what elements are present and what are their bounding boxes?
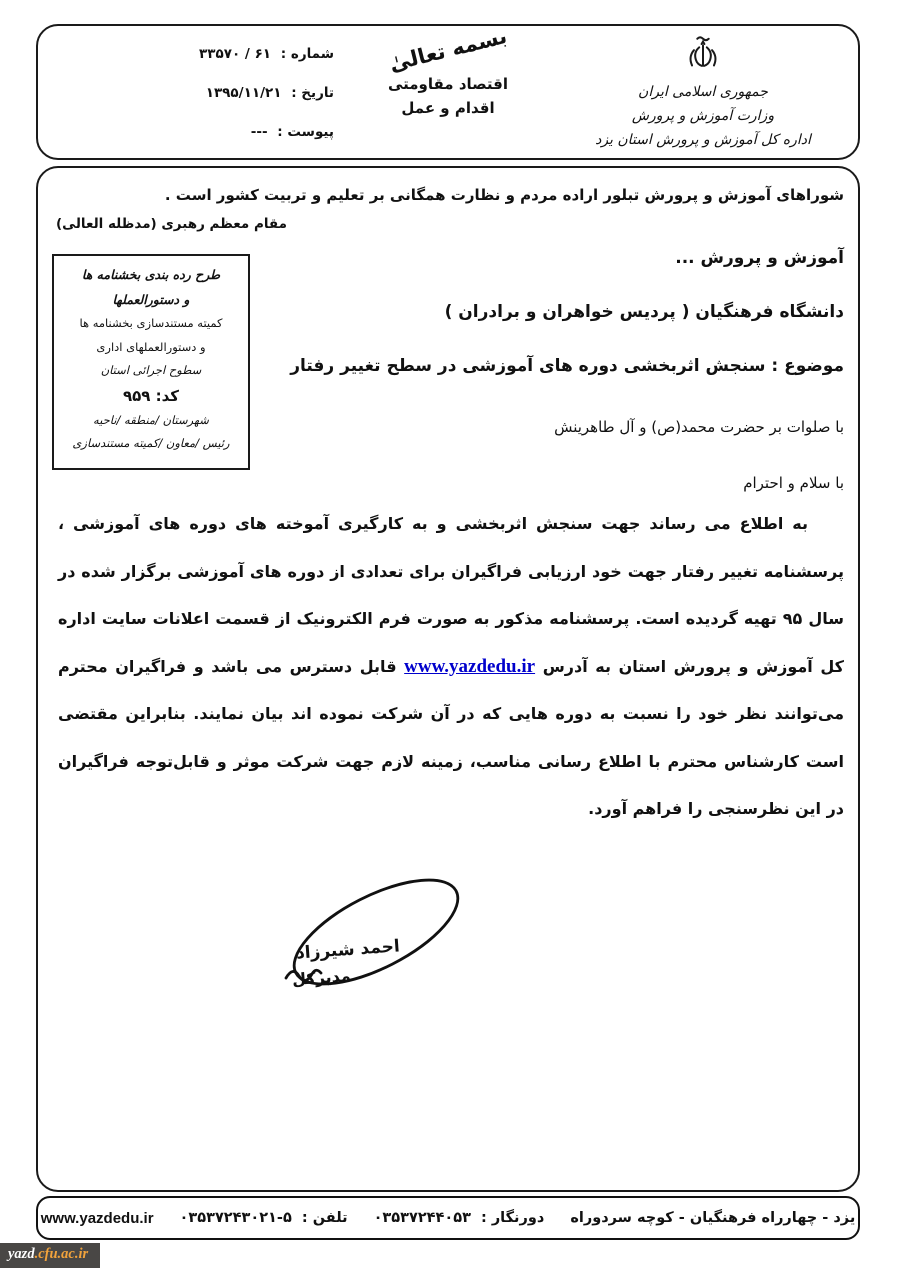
letter-date-row: [72, 85, 334, 101]
recipient-line-2: دانشگاه فرهنگیان ( پردیس خواهران و برادران ): [444, 302, 844, 322]
footer-phone-value: ۵-۰۳۵۳۷۲۴۳۰۲۱: [179, 1210, 292, 1226]
letter-text-part-2: قابل دسترس می باشد و فراگیران محترم می‌توانند نظر خود را نسبت به دوره هایی که در آن شرکت نموده اند بیان نمایند. بنابراین مقتضی است کارشناس محترم با اطلاع رسانی مناسب، زمینه لازم جهت شرکت موثر و قابل‌توجه فراگیران در این نظرسنجی را فراهم آورد.: [58, 656, 844, 818]
stamp-line-8: رئیس /معاون /کمیته مستندسازی: [72, 436, 230, 450]
footer-phone: [180, 1210, 348, 1226]
org-line-ministry: وزارت آموزش و پرورش: [631, 108, 775, 124]
slogan-line-2: اقدام و عمل: [401, 99, 495, 117]
subject-line: موضوع : سنجش اثربخشی دوره های آموزشی در سطح تغییر رفتار: [290, 356, 844, 376]
watermark-suffix: .cfu.ac.ir: [34, 1246, 89, 1262]
website-link[interactable]: www.yazdedu.ir: [404, 655, 536, 677]
letter-meta-block: [72, 46, 334, 163]
leader-quote: شوراهای آموزش و پرورش تبلور اراده مردم و نظارت همگانی بر تعلیم و تربیت کشور است .: [164, 186, 844, 204]
watermark-prefix: yazd: [8, 1246, 35, 1262]
letter-date-value: ۱۳۹۵/۱۱/۲۱: [205, 85, 282, 101]
stamp-line-2: و دستورالعملها: [112, 291, 190, 307]
letter-number-row: [72, 46, 334, 62]
leader-quote-attribution: مقام معظم رهبری (مدظله العالی): [56, 216, 287, 232]
besmele-calligraphy: بسمه تعالیٰ: [386, 23, 510, 77]
footer-phone-label: تلفن :: [301, 1210, 348, 1226]
footer-address: یزد - چهارراه فرهنگیان - کوچه سردوراه: [570, 1210, 856, 1226]
classification-stamp-box: [52, 254, 250, 470]
letter-paragraph: [58, 500, 844, 833]
slogan-line-1: اقتصاد مقاومتی: [387, 75, 509, 93]
footer-fax-value: ۰۳۵۳۷۲۴۴۰۵۳: [373, 1210, 471, 1226]
letter-attachment-value: ---: [250, 124, 268, 140]
org-line-country: جمهوری اسلامی ایران: [638, 84, 768, 100]
stamp-line-3: کمیته مستندسازی بخشنامه ها: [79, 316, 223, 330]
stamp-code: کد: ۹۵۹: [122, 386, 180, 405]
org-identity-block: [578, 34, 828, 152]
org-line-department: اداره کل آموزش و پرورش استان یزد: [595, 132, 811, 148]
stamp-line-5: سطوح اجرائی استان: [100, 363, 202, 377]
recipient-line-1: آموزش و پرورش ...: [675, 248, 844, 268]
footer-fax-label: دورنگار :: [480, 1210, 545, 1226]
signer-name: احمد شیرزاد: [295, 936, 401, 964]
letter-number-value: ۶۱ / ۳۳۵۷۰: [199, 46, 272, 62]
letter-number-label: شماره :: [280, 46, 334, 62]
stamp-line-4: و دستورالعملهای اداری: [96, 339, 206, 354]
stamp-line-7: شهرستان /منطقه /ناحیه: [93, 412, 209, 427]
stamp-line-1: طرح رده بندی بخشنامه ها: [81, 267, 221, 282]
letter-text-part-1: به اطلاع می رساند جهت سنجش اثربخشی و به کارگیری آموخته های دوره های آموزشی ، پرسشنامه تغییر رفتار جهت خود ارزیابی فراگیران برای تعدادی از دوره های آموزشی برگزار شده در سال ۹۵ تهیه گردیده است. پرسشنامه مذکور به صورت فرم الکترونیک از قسمت اعلانات سایت اداره کل آموزش و پرورش استان به آدرس: [58, 514, 844, 676]
iran-emblem-icon: [681, 34, 725, 74]
footer-fax: [374, 1210, 545, 1226]
letterhead-box: [36, 24, 860, 160]
letter-attachment-row: [72, 124, 334, 140]
footer-website: www.yazdedu.ir: [40, 1209, 154, 1227]
signer-title: مدیرکل: [291, 965, 352, 990]
besmele-block: [333, 23, 563, 120]
footer-contact-bar: [36, 1196, 860, 1240]
signature-block: [234, 874, 504, 1024]
salutation-blessing: با صلوات بر حضرت محمد(ص) و آل طاهرینش: [554, 418, 844, 436]
site-watermark: [0, 1243, 100, 1268]
letter-attachment-label: پیوست :: [277, 124, 334, 140]
letter-body-box: [36, 166, 860, 1192]
salutation-greeting: با سلام و احترام: [743, 474, 844, 492]
letter-date-label: تاریخ :: [291, 85, 334, 101]
